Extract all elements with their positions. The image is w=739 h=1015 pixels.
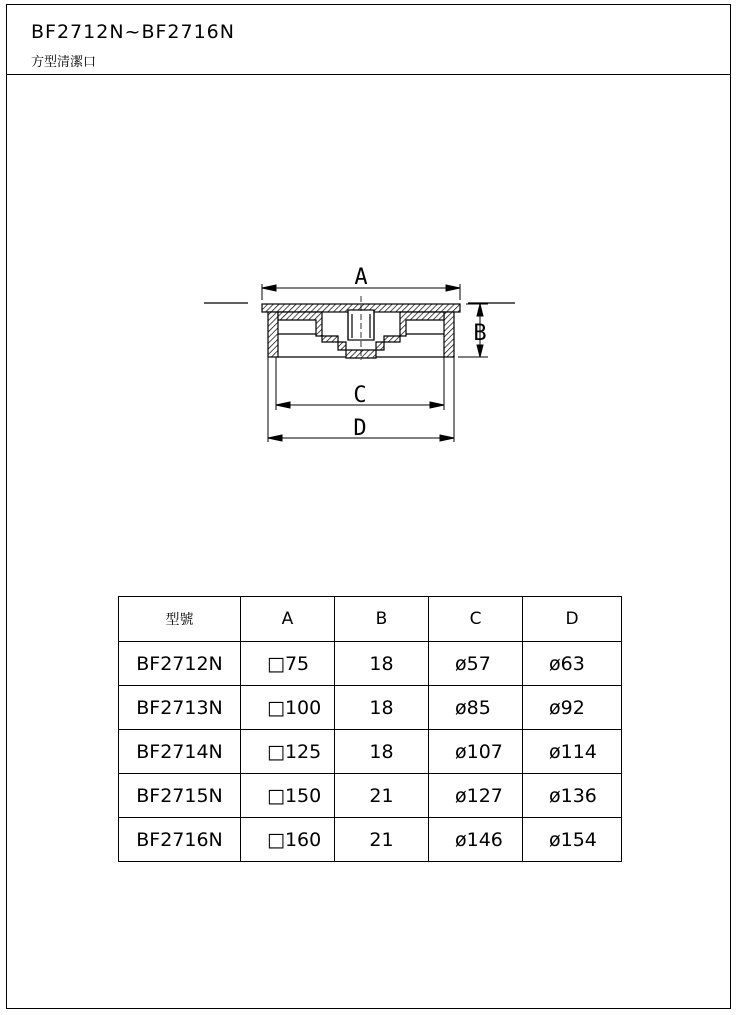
cell-b: 18	[335, 730, 429, 774]
header-d: D	[523, 597, 622, 642]
cell-model: BF2713N	[119, 686, 241, 730]
cell-a: □75	[241, 642, 335, 686]
cell-a: □125	[241, 730, 335, 774]
cell-c: ø57	[429, 642, 523, 686]
label-a: A	[354, 265, 368, 290]
cell-model: BF2716N	[119, 818, 241, 862]
cell-model: BF2714N	[119, 730, 241, 774]
table-row	[119, 686, 622, 730]
cell-d: ø136	[523, 774, 622, 818]
cell-a: □150	[241, 774, 335, 818]
cell-b: 18	[335, 686, 429, 730]
table-header-row	[119, 597, 622, 642]
cell-b: 18	[335, 642, 429, 686]
cell-d: ø63	[523, 642, 622, 686]
cell-d: ø92	[523, 686, 622, 730]
header-model: 型號	[119, 597, 241, 642]
cell-model: BF2715N	[119, 774, 241, 818]
table-row	[119, 818, 622, 862]
cell-b: 21	[335, 774, 429, 818]
header-a: A	[241, 597, 335, 642]
page-title: BF2712N~BF2716N	[31, 21, 235, 43]
table-row	[119, 730, 622, 774]
header-c: C	[429, 597, 523, 642]
cell-a: □100	[241, 686, 335, 730]
table-row	[119, 774, 622, 818]
label-c: C	[353, 383, 367, 408]
cell-d: ø154	[523, 818, 622, 862]
label-b: B	[473, 321, 487, 346]
page-subtitle: 方型清潔口	[31, 55, 97, 70]
spec-table	[118, 596, 622, 862]
cell-c: ø146	[429, 818, 523, 862]
cell-c: ø85	[429, 686, 523, 730]
cell-d: ø114	[523, 730, 622, 774]
label-d: D	[353, 416, 367, 441]
header-b: B	[335, 597, 429, 642]
cell-model: BF2712N	[119, 642, 241, 686]
cell-c: ø107	[429, 730, 523, 774]
cell-b: 21	[335, 818, 429, 862]
table-row	[119, 642, 622, 686]
cell-c: ø127	[429, 774, 523, 818]
cell-a: □160	[241, 818, 335, 862]
